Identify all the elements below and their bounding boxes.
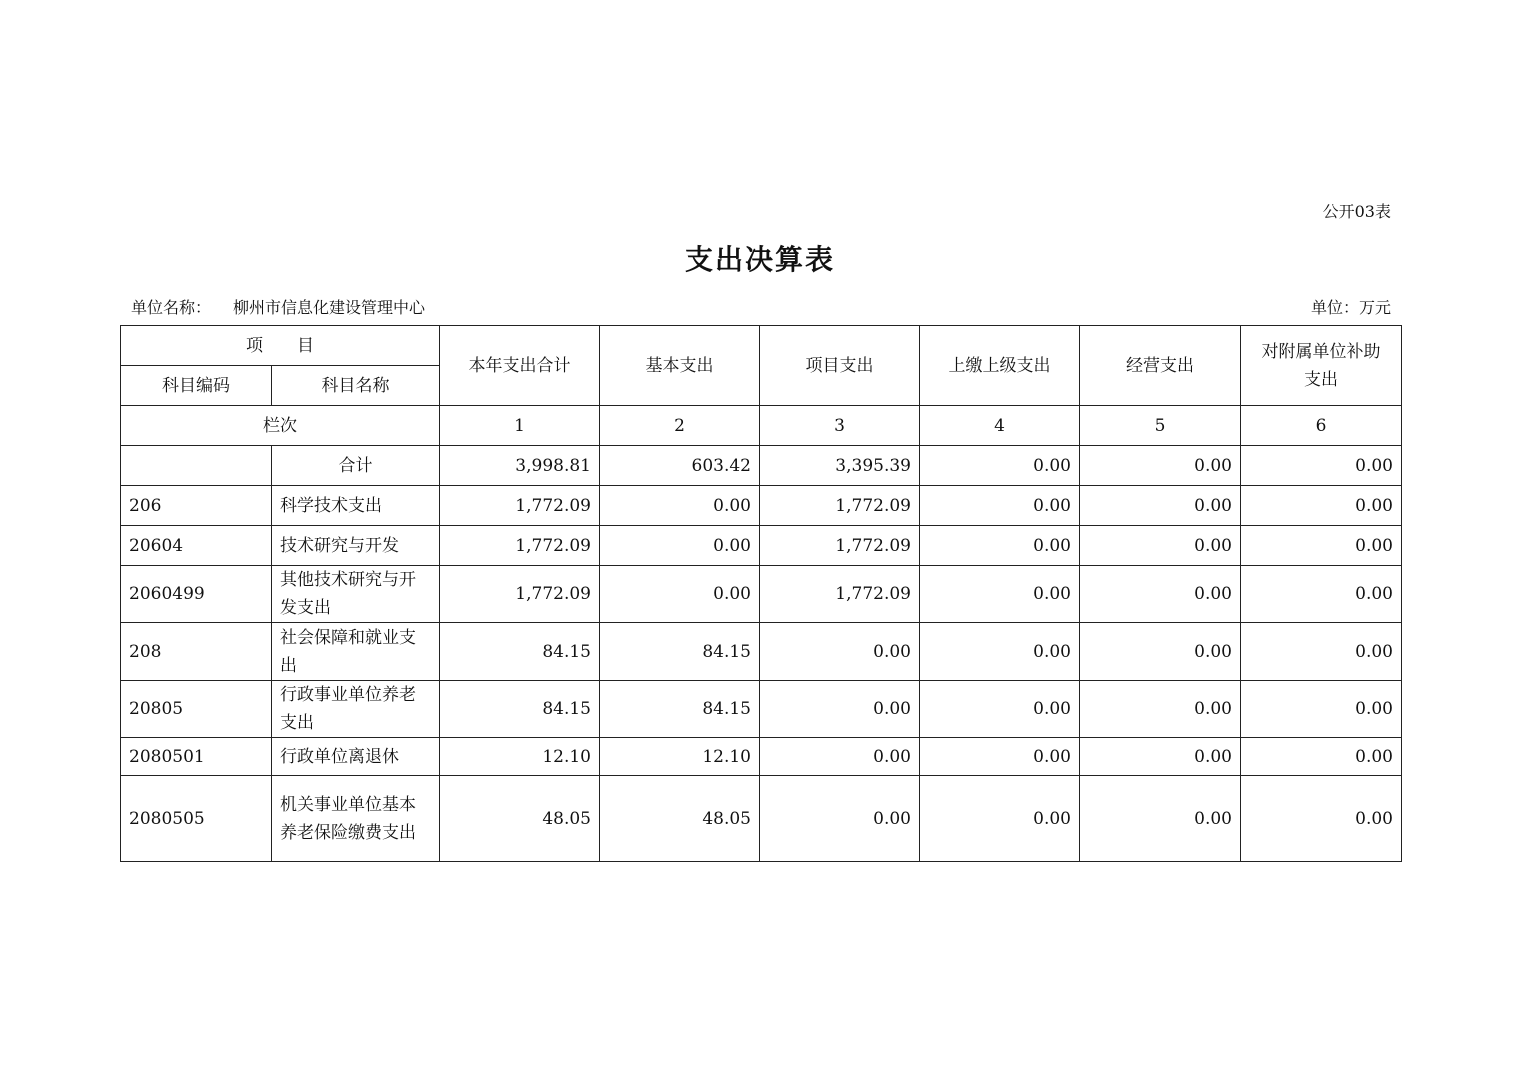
row-name: 合计 — [272, 446, 440, 486]
row-c3: 0.00 — [760, 681, 920, 738]
row-c1: 1,772.09 — [440, 566, 600, 623]
row-c5: 0.00 — [1080, 566, 1241, 623]
row-c1: 3,998.81 — [440, 446, 600, 486]
row-c4: 0.00 — [920, 623, 1080, 681]
row-code: 206 — [121, 486, 272, 526]
table-row — [121, 681, 1402, 738]
row-name: 行政单位离退休 — [272, 738, 440, 776]
table-row — [121, 566, 1402, 623]
row-c5: 0.00 — [1080, 738, 1241, 776]
row-code: 20604 — [121, 526, 272, 566]
seq-5: 5 — [1080, 406, 1241, 446]
expenditure-table — [120, 325, 1402, 862]
row-c3: 1,772.09 — [760, 526, 920, 566]
seq-row — [121, 406, 1402, 446]
row-code: 2060499 — [121, 566, 272, 623]
row-c1: 48.05 — [440, 776, 600, 862]
row-c4: 0.00 — [920, 776, 1080, 862]
header-col4: 上缴上级支出 — [920, 326, 1080, 406]
header-row-1 — [121, 326, 1402, 366]
table-row-total — [121, 446, 1402, 486]
row-c5: 0.00 — [1080, 776, 1241, 862]
row-c4: 0.00 — [920, 566, 1080, 623]
row-name: 其他技术研究与开发支出 — [272, 566, 440, 623]
row-c1: 84.15 — [440, 623, 600, 681]
row-c2: 0.00 — [600, 526, 760, 566]
row-c6: 0.00 — [1241, 623, 1402, 681]
row-c3: 1,772.09 — [760, 486, 920, 526]
row-c6: 0.00 — [1241, 738, 1402, 776]
row-c5: 0.00 — [1080, 526, 1241, 566]
table-row — [121, 486, 1402, 526]
row-c3: 0.00 — [760, 623, 920, 681]
row-c2: 603.42 — [600, 446, 760, 486]
row-c1: 84.15 — [440, 681, 600, 738]
row-c3: 3,395.39 — [760, 446, 920, 486]
row-c2: 0.00 — [600, 566, 760, 623]
row-c2: 12.10 — [600, 738, 760, 776]
seq-4: 4 — [920, 406, 1080, 446]
table-row — [121, 738, 1402, 776]
seq-3: 3 — [760, 406, 920, 446]
page-title: 支出决算表 — [684, 243, 835, 276]
row-c5: 0.00 — [1080, 446, 1241, 486]
header-name: 科目名称 — [272, 366, 440, 406]
row-c4: 0.00 — [920, 486, 1080, 526]
row-c6: 0.00 — [1241, 566, 1402, 623]
row-c6: 0.00 — [1241, 446, 1402, 486]
row-code: 2080505 — [121, 776, 272, 862]
form-number: 公开03表 — [1322, 202, 1391, 221]
seq-6: 6 — [1241, 406, 1402, 446]
header-item: 项 目 — [121, 326, 440, 366]
row-code: 20805 — [121, 681, 272, 738]
row-c2: 0.00 — [600, 486, 760, 526]
row-name: 机关事业单位基本养老保险缴费支出 — [272, 776, 440, 862]
row-name: 社会保障和就业支出 — [272, 623, 440, 681]
seq-label: 栏次 — [121, 406, 440, 446]
row-c6: 0.00 — [1241, 776, 1402, 862]
row-c5: 0.00 — [1080, 486, 1241, 526]
row-c1: 12.10 — [440, 738, 600, 776]
table-row — [121, 526, 1402, 566]
currency-unit: 单位：万元 — [1310, 298, 1391, 317]
table-row — [121, 623, 1402, 681]
row-name: 技术研究与开发 — [272, 526, 440, 566]
row-c4: 0.00 — [920, 738, 1080, 776]
row-c4: 0.00 — [920, 446, 1080, 486]
seq-2: 2 — [600, 406, 760, 446]
row-c1: 1,772.09 — [440, 486, 600, 526]
row-c6: 0.00 — [1241, 486, 1402, 526]
table-row — [121, 776, 1402, 862]
row-c2: 84.15 — [600, 623, 760, 681]
row-c6: 0.00 — [1241, 681, 1402, 738]
row-code: 2080501 — [121, 738, 272, 776]
header-col1: 本年支出合计 — [440, 326, 600, 406]
unit-name-value: 柳州市信息化建设管理中心 — [233, 298, 426, 317]
seq-1: 1 — [440, 406, 600, 446]
row-c3: 1,772.09 — [760, 566, 920, 623]
row-c3: 0.00 — [760, 776, 920, 862]
header-code: 科目编码 — [121, 366, 272, 406]
row-c1: 1,772.09 — [440, 526, 600, 566]
row-c2: 84.15 — [600, 681, 760, 738]
row-c2: 48.05 — [600, 776, 760, 862]
row-c5: 0.00 — [1080, 623, 1241, 681]
row-c3: 0.00 — [760, 738, 920, 776]
row-c6: 0.00 — [1241, 526, 1402, 566]
header-col3: 项目支出 — [760, 326, 920, 406]
row-c4: 0.00 — [920, 526, 1080, 566]
row-c4: 0.00 — [920, 681, 1080, 738]
row-code — [121, 446, 272, 486]
row-code: 208 — [121, 623, 272, 681]
unit-name-line — [131, 295, 425, 318]
header-col6: 对附属单位补助支出 — [1241, 326, 1402, 406]
header-col5: 经营支出 — [1080, 326, 1241, 406]
row-c5: 0.00 — [1080, 681, 1241, 738]
unit-name-label: 单位名称： — [131, 298, 212, 317]
header-col2: 基本支出 — [600, 326, 760, 406]
row-name: 科学技术支出 — [272, 486, 440, 526]
row-name: 行政事业单位养老支出 — [272, 681, 440, 738]
